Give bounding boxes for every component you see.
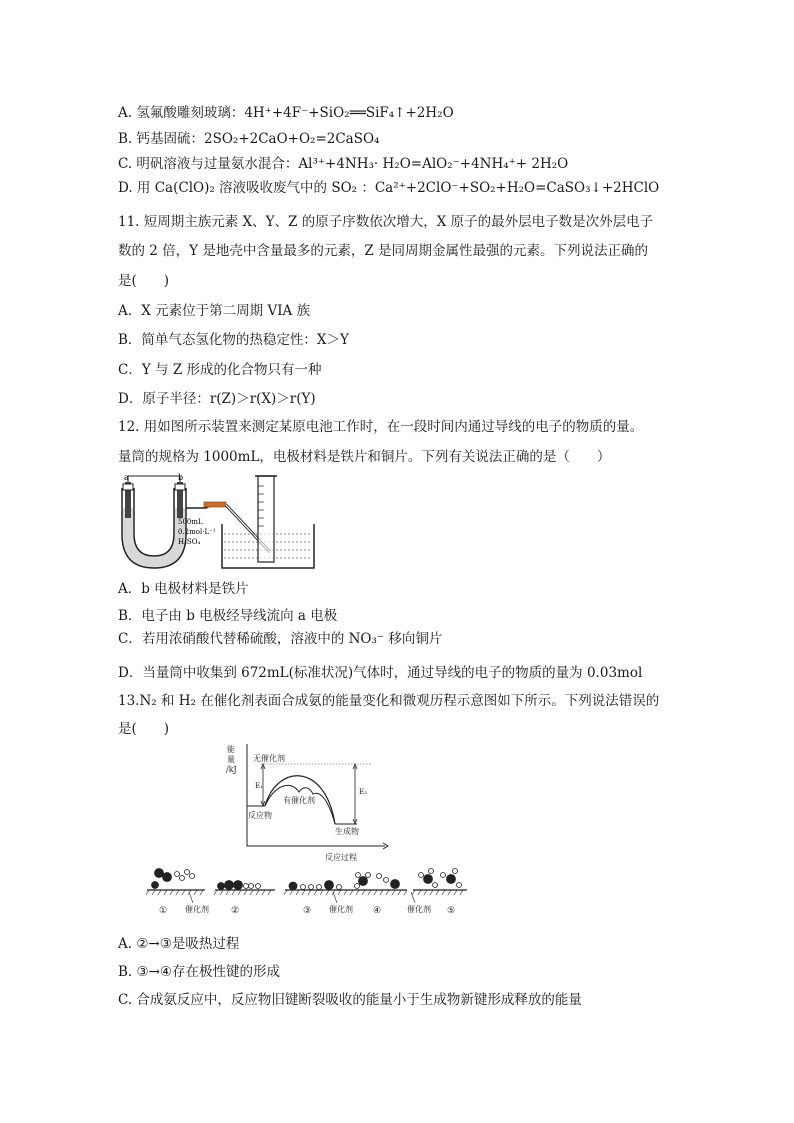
electrode-a-label: a [124, 473, 129, 482]
solution-volume: 500mL [178, 518, 203, 526]
q12-option-c: C．若用浓硝酸代替稀硫酸，溶液中的 NO₃⁻ 移向铜片 [118, 631, 443, 647]
step-1-label: ① [159, 906, 168, 916]
q10-option-d: D. 用 Ca(ClO)₂ 溶液吸收废气中的 SO₂ ：Ca²⁺+2ClO⁻+SO₂+H₂O=CaSO₃↓+2HClO [118, 180, 660, 196]
solution-acid: H₂SO₄ [178, 538, 201, 546]
step-5-label: ⑤ [447, 906, 456, 916]
y-axis-label-3: /kJ [226, 765, 237, 774]
step-2-label: ② [231, 906, 240, 916]
e1-label: E₁ [255, 782, 263, 790]
q13-stem-line-2: 是( ) [118, 721, 170, 737]
q11-stem-line-1: 11. 短周期主族元素 X、Y、Z 的原子序数依次增大，X 原子的最外层电子数是次外层电子 [118, 214, 654, 230]
measuring-cylinder [258, 476, 274, 562]
q10-option-b: B. 钙基固硫：2SO₂+2CaO+O₂=2CaSO₄ [118, 131, 380, 147]
electrode-b-label: b [178, 473, 184, 482]
q11-option-a: A．X 元素位于第二周期 VIA 族 [118, 303, 311, 319]
q10-option-a: A. 氢氟酸雕刻玻璃：4H⁺+4F⁻+SiO₂══SiF₄↑+2H₂O [118, 105, 454, 121]
q10-option-c: C. 明矾溶液与过量氨水混合：Al³⁺+4NH₃· H₂O=AlO₂⁻+4NH₄⁺+ 2H₂O [118, 156, 569, 172]
e2-label: E₂ [359, 788, 367, 796]
rubber-tube [204, 502, 226, 507]
q12-stem-line-1: 12. 用如图所示装置来测定某原电池工作时，在一段时间内通过导线的电子的物质的量。 [118, 419, 644, 435]
q11-option-c: C．Y 与 Z 形成的化合物只有一种 [118, 362, 322, 378]
catalyst-label-2: 催化剂 [329, 905, 353, 914]
q12-option-a: A．b 电极材料是铁片 [118, 581, 249, 597]
q13-option-b: B. ③→④存在极性键的形成 [118, 964, 281, 980]
step-3-label: ③ [303, 906, 312, 916]
q13-option-a: A. ②→③是吸热过程 [118, 936, 240, 952]
step-4-label: ④ [373, 906, 382, 916]
with-catalyst-label: 有催化剂 [283, 796, 315, 805]
x-axis-label: 反应过程 [325, 853, 357, 862]
products-label: 生成物 [335, 827, 359, 836]
q12-option-b: B．电子由 b 电极经导线流向 a 电极 [118, 608, 338, 624]
q11-stem-line-2: 数的 2 倍，Y 是地壳中含量最多的元素，Z 是同周期金属性最强的元素。下列说法正确的 [118, 243, 649, 259]
y-axis-label-1: 能 [227, 745, 235, 754]
q11-stem-line-3: 是( ) [118, 273, 170, 289]
solution-concentration: 0.2mol·L⁻¹ [178, 528, 216, 536]
reactants-label: 反应物 [248, 811, 272, 820]
energy-diagram [225, 742, 395, 864]
q13-stem-line-1: 13.N₂ 和 H₂ 在催化剂表面合成氨的能量变化和微观历程示意图如下所示。下列说法错误的 [118, 693, 660, 709]
q13-option-c: C. 合成氨反应中，反应物旧键断裂吸收的能量小于生成物新键形成释放的能量 [118, 992, 582, 1008]
q12-option-d: D．当量筒中收集到 672mL(标准状况)气体时，通过导线的电子的物质的量为 0.03mol [118, 665, 643, 681]
galvanic-cell-figure [118, 472, 328, 572]
catalyst-label-1: 催化剂 [185, 905, 209, 914]
q11-option-b: B．简单气态氢化物的热稳定性：X＞Y [118, 332, 349, 348]
electrolyte-liquid [123, 508, 185, 567]
no-catalyst-label: 无催化剂 [253, 754, 285, 763]
q11-option-d: D．原子半径：r(Z)＞r(X)＞r(Y) [118, 391, 316, 407]
q12-stem-line-2: 量筒的规格为 1000mL，电极材料是铁片和铜片。下列有关说法正确的是（ ） [118, 449, 611, 465]
catalyst-label-3: 催化剂 [407, 905, 431, 914]
y-axis-label-2: 量 [227, 755, 235, 764]
micro-process-figure [145, 866, 475, 918]
